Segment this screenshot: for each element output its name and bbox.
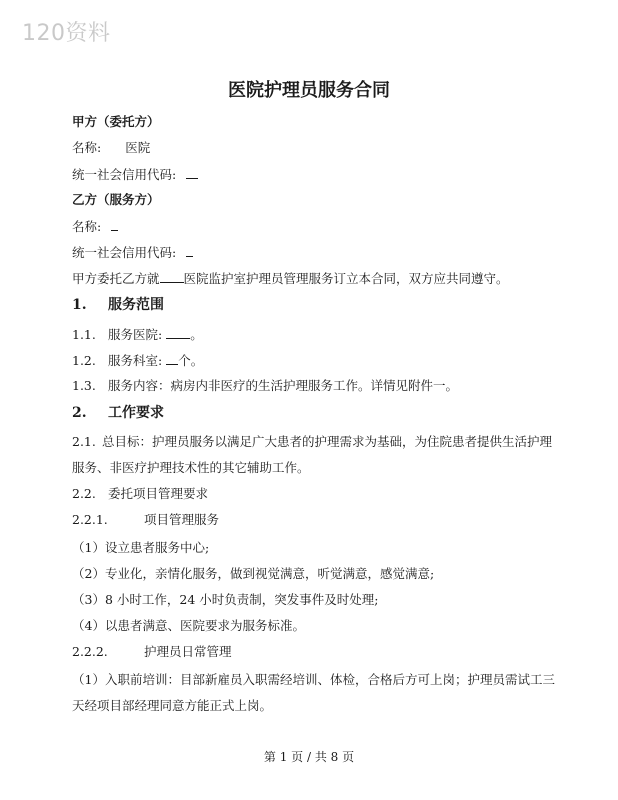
item-1-2-label: 服务科室: — [108, 353, 163, 368]
section-2-heading — [72, 405, 164, 421]
item-1-3 — [72, 378, 458, 394]
document-title: 医院护理员服务合同 — [228, 80, 390, 101]
item-1-3-number: 1.3. — [72, 378, 96, 393]
item-2-2-2-title: 护理员日常管理 — [144, 644, 232, 659]
party-a-name-value: 医院 — [125, 140, 151, 155]
page-footer: 第 1 页 / 共 8 页 — [263, 750, 355, 764]
watermark: 120资料 — [22, 21, 111, 46]
item-2-1-line2: 服务、非医疗护理技术性的其它辅助工作。 — [72, 460, 310, 475]
item-1-1-label: 服务医院: — [108, 327, 163, 342]
party-a-heading: 甲方（委托方） — [72, 114, 160, 129]
item-2-2-1-number: 2.2.1. — [72, 512, 108, 527]
item-1-3-text: 服务内容：病房内非医疗的生活护理服务工作。详情见附件一。 — [108, 378, 459, 393]
item-2-2-1 — [72, 512, 219, 528]
item-1-1-number: 1.1. — [72, 327, 96, 342]
party-a-credit-label: 统一社会信用代码: — [72, 167, 177, 182]
party-b-name-line — [72, 218, 118, 235]
item-2-2-text: 委托项目管理要求 — [108, 486, 209, 501]
party-b-credit-blank — [186, 244, 193, 257]
party-b-credit-line — [72, 244, 193, 261]
party-b-name-blank — [111, 218, 118, 231]
party-a-credit-line — [72, 166, 198, 183]
item-1-2-number: 1.2. — [72, 353, 96, 368]
party-a-credit-blank — [186, 166, 198, 179]
section-2-number: 2. — [72, 405, 87, 421]
item-1-2-after: 个。 — [178, 353, 204, 368]
section-1-number: 1. — [72, 297, 87, 313]
list-item: （2）专业化，亲情化服务，做到视觉满意，听觉满意，感觉满意; — [72, 566, 435, 581]
item-2-1-text1: 总目标：护理员服务以满足广大患者的护理需求为基础，为住院患者提供生活护理 — [102, 434, 553, 449]
intro-blank — [160, 270, 184, 283]
item-1-1-blank — [166, 326, 190, 339]
section-2-title: 工作要求 — [108, 405, 164, 421]
item-2-1-number: 2.1. — [72, 434, 96, 449]
item-2-2-2-number: 2.2.2. — [72, 644, 108, 659]
item-2-1-line1 — [72, 434, 552, 450]
item-2-2-2 — [72, 644, 232, 660]
party-a-name-label: 名称: — [72, 140, 102, 155]
section-1-title: 服务范围 — [108, 297, 164, 313]
party-b-credit-label: 统一社会信用代码: — [72, 245, 177, 260]
item-1-2-blank — [166, 352, 178, 365]
list-item: （1）设立患者服务中心; — [72, 540, 210, 555]
item-1-2 — [72, 352, 203, 369]
intro-line — [72, 270, 509, 287]
list-item: （4）以患者满意、医院要求为服务标准。 — [72, 618, 305, 633]
party-b-name-label: 名称: — [72, 219, 102, 234]
item-2-2-2-line1: （1）入职前培训：目部新雇员入职需经培训、体检，合格后方可上岗；护理员需试工三 — [72, 672, 555, 687]
item-2-2 — [72, 486, 208, 502]
item-2-2-number: 2.2. — [72, 486, 96, 501]
list-item: （3）8 小时工作，24 小时负责制，突发事件及时处理; — [72, 592, 379, 607]
item-1-1-after: 。 — [190, 327, 203, 342]
section-1-heading — [72, 297, 164, 313]
item-1-1 — [72, 326, 203, 343]
intro-prefix: 甲方委托乙方就 — [72, 271, 160, 286]
party-b-heading: 乙方（服务方） — [72, 192, 160, 207]
item-2-2-1-title: 项目管理服务 — [144, 512, 220, 527]
party-a-name-line — [72, 140, 150, 156]
item-2-2-2-line2: 天经项目部经理同意方能正式上岗。 — [72, 698, 273, 713]
intro-suffix: 医院监护室护理员管理服务订立本合同，双方应共同遵守。 — [183, 271, 509, 286]
